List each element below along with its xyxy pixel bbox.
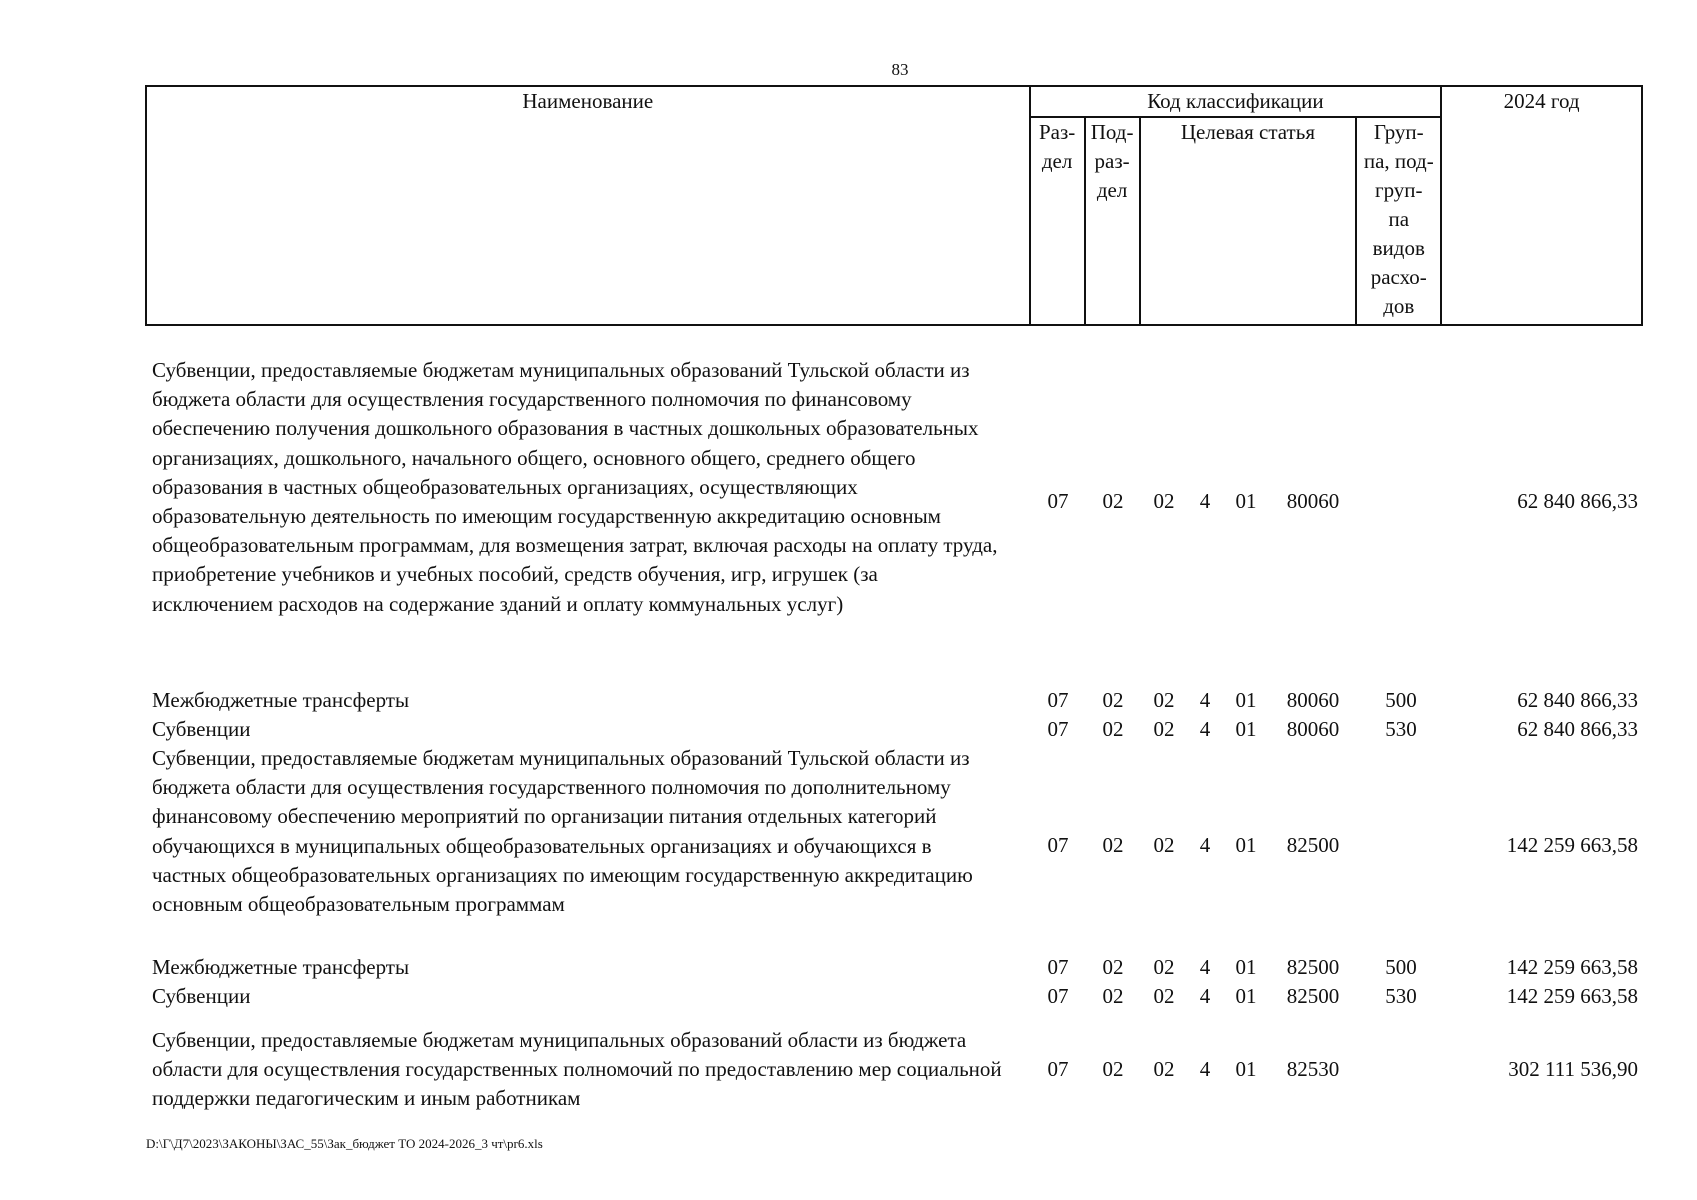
row-program: 02 [1153, 717, 1175, 741]
row-subprogram: 01 [1235, 688, 1257, 712]
row-subprogram: 01 [1235, 833, 1257, 857]
row-amount: 62 840 866,33 [1517, 688, 1638, 712]
row-subprogram: 01 [1235, 717, 1257, 741]
row-razdel: 07 [1047, 984, 1069, 1008]
row-subprogram: 01 [1235, 1057, 1257, 1081]
row-code: 82500 [1286, 833, 1340, 857]
row-podrazdel: 02 [1102, 955, 1124, 979]
header-target: Целевая статья [1140, 117, 1357, 325]
row-amount: 142 259 663,58 [1506, 955, 1638, 979]
row-subprogram: 01 [1235, 984, 1257, 1008]
row-razdel: 07 [1047, 833, 1069, 857]
row-program: 02 [1153, 955, 1175, 979]
page-number: 83 [891, 60, 909, 79]
row-group: 530 [1385, 984, 1417, 1008]
row-name: Межбюджетные трансферты [152, 955, 410, 979]
row-code: 82500 [1286, 984, 1340, 1008]
header-classification: Код классификации [1030, 86, 1442, 117]
row-type: 4 [1199, 984, 1211, 1008]
row-type: 4 [1199, 688, 1211, 712]
row-podrazdel: 02 [1102, 717, 1124, 741]
row-amount: 142 259 663,58 [1506, 984, 1638, 1008]
row-program: 02 [1153, 833, 1175, 857]
row-program: 02 [1153, 1057, 1175, 1081]
row-subprogram: 01 [1235, 955, 1257, 979]
row-type: 4 [1199, 489, 1211, 513]
header-podrazdel: Под- раз- дел [1085, 117, 1140, 325]
row-subprogram: 01 [1235, 489, 1257, 513]
row-amount: 302 111 536,90 [1508, 1057, 1638, 1081]
row-program: 02 [1153, 984, 1175, 1008]
row-podrazdel: 02 [1102, 489, 1124, 513]
row-amount: 62 840 866,33 [1517, 717, 1638, 741]
header-year: 2024 год [1441, 86, 1642, 325]
row-type: 4 [1199, 717, 1211, 741]
row-group: 500 [1385, 688, 1417, 712]
row-type: 4 [1199, 833, 1211, 857]
row-name: Межбюджетные трансферты [152, 688, 410, 712]
row-podrazdel: 02 [1102, 984, 1124, 1008]
row-code: 82500 [1286, 955, 1340, 979]
row-program: 02 [1153, 688, 1175, 712]
row-razdel: 07 [1047, 955, 1069, 979]
row-amount: 62 840 866,33 [1517, 489, 1638, 513]
row-razdel: 07 [1047, 1057, 1069, 1081]
row-razdel: 07 [1047, 717, 1069, 741]
row-name: Субвенции, предоставляемые бюджетам муниципальных образований области из бюджета области для осуществления государственных полномочий по предоставлению мер социальной поддержки педагогическим и иным работникам [152, 1028, 1002, 1111]
row-code: 82530 [1286, 1057, 1340, 1081]
row-podrazdel: 02 [1102, 1057, 1124, 1081]
row-group: 530 [1385, 717, 1417, 741]
row-type: 4 [1199, 1057, 1211, 1081]
row-razdel: 07 [1047, 688, 1069, 712]
file-path-footer: D:\Г\Д7\2023\ЗАКОНЫ\ЗАС_55\Зак_бюджет ТО 2024-2026_3 чт\pr6.xls [146, 1136, 543, 1151]
row-podrazdel: 02 [1102, 833, 1124, 857]
row-code: 80060 [1286, 717, 1340, 741]
header-razdel: Раз- дел [1030, 117, 1085, 325]
row-podrazdel: 02 [1102, 688, 1124, 712]
row-program: 02 [1153, 489, 1175, 513]
header-name: Наименование [146, 86, 1030, 325]
row-code: 80060 [1286, 489, 1340, 513]
row-name: Субвенции, предоставляемые бюджетам муниципальных образований Тульской области из бюджета области для осуществления государственного полномочия по дополнительному финансовому обеспечению мероприятий по организации питания отдельных категорий обучающихся в муниципальных общеобразовательных организациях и обучающихся в частных общеобразовательных организациях по имеющим государственную аккредитацию основным общеобразовательным программам [152, 746, 973, 917]
header-group: Груп- па, под- груп- па видов расхо- дов [1356, 117, 1441, 325]
row-razdel: 07 [1047, 489, 1069, 513]
row-group: 500 [1385, 955, 1417, 979]
row-name: Субвенции, предоставляемые бюджетам муниципальных образований Тульской области из бюджета области для осуществления государственного полномочия по финансовому обеспечению получения дошкольного образования в частных дошкольных образовательных организациях, дошкольного, начального общего, основного общего, среднего общего образования в частных общеобразовательных организациях, осуществляющих образовательную деятельность по имеющим государственную аккредитацию основным общеобразовательным программам, для возмещения затрат, включая расходы на оплату труда, приобретение учебников и учебных пособий, средств обучения, игр, игрушек (за исключением расходов на содержание зданий и оплату коммунальных услуг) [152, 358, 998, 616]
row-name: Субвенции [152, 717, 251, 741]
row-type: 4 [1199, 955, 1211, 979]
row-amount: 142 259 663,58 [1506, 833, 1638, 857]
row-code: 80060 [1286, 688, 1340, 712]
row-name: Субвенции [152, 984, 251, 1008]
